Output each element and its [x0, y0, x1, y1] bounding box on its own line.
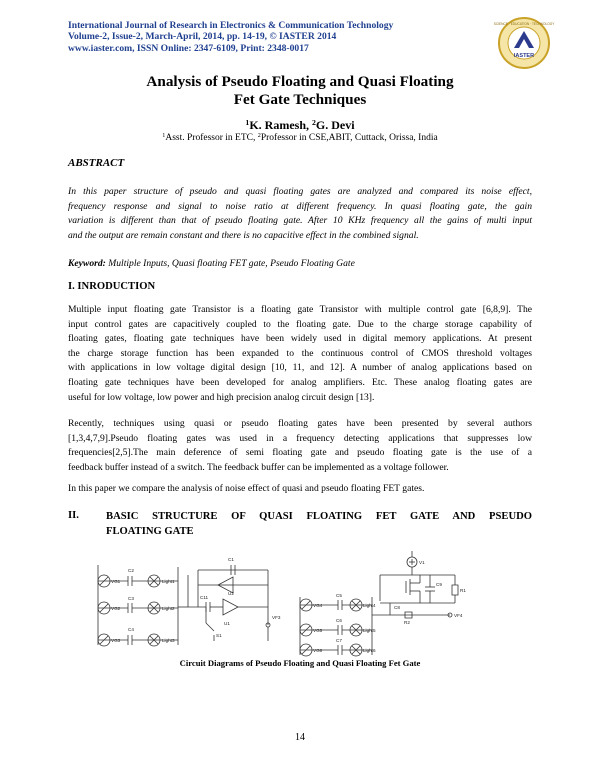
affil2: Professor in CSE,ABIT, Cuttack, Orissa, India [260, 133, 438, 143]
pseudo-floating-gate-labels [88, 545, 300, 657]
label-vf4: VF4 [454, 613, 463, 618]
abstract-line: and the output are remain constant and there is no capacitive effect in the combined signal. [68, 229, 419, 241]
section-1-paragraph-1 [68, 303, 532, 405]
iaster-logo [493, 16, 555, 70]
label-v1: V1 [419, 560, 425, 565]
journal-name: International Journal of Research in Electronics & Communication Technology [68, 20, 394, 31]
label-c9: C9 [436, 582, 442, 587]
page-number: 14 [295, 732, 305, 743]
author1: K. Ramesh, [249, 118, 312, 132]
label-u1: U1 [224, 621, 230, 626]
label-u2: U2 [228, 591, 234, 596]
text-line: [1,3,4,7,9].Pseudo floating gates was used in a frequency detecting applications that suppresses low [68, 432, 532, 444]
text-line: Recently, techniques using quasi or pseudo floating gates have been presented by several authors [68, 418, 532, 429]
label-s1: S1 [216, 633, 222, 638]
section-1-paragraph-3 [68, 482, 532, 497]
label-c3: C3 [128, 596, 134, 601]
label-c7: C7 [336, 638, 342, 643]
label-c4: C4 [128, 627, 134, 632]
title-line-1: Analysis of Pseudo Floating and Quasi Floating [146, 73, 454, 90]
label-c5: C5 [336, 593, 342, 598]
label-light5: Light5 [363, 628, 376, 633]
affil2-sup: 2 [257, 132, 261, 139]
label-vg5: VG5 [313, 628, 323, 633]
label-vg4: VG4 [313, 603, 323, 608]
abstract-heading: ABSTRACT [68, 157, 125, 169]
section-1-heading: I. INRODUCTION [68, 281, 156, 292]
logo-ring-text: SCIENCE · EDUCATION · TECHNOLOGY [493, 22, 555, 26]
text-line: the charge storage function has been expanded to the continuous control of CMOS threshold voltages [68, 347, 532, 359]
text-line: useful for low voltage, low power and high precision analog circuit design [13]. [68, 391, 375, 403]
affil1: Asst. Professor in ETC, [165, 133, 258, 143]
affil1-sup: 1 [162, 132, 166, 139]
title-line-2: Fet Gate Techniques [233, 90, 367, 108]
label-vg3: VG3 [111, 638, 121, 643]
author1-sup: 1 [245, 118, 250, 128]
label-vg6: VG6 [313, 648, 323, 653]
section-2-number: II. [68, 510, 79, 521]
journal-header [68, 20, 488, 54]
abstract-line: frequency response and signal to noise ratio at different frequency. In quasi floating gate, the gain [68, 200, 532, 212]
label-c1: C1 [228, 557, 234, 562]
label-light2: Light2 [162, 606, 175, 611]
label-light4: Light4 [363, 603, 376, 608]
label-light1: Light1 [162, 579, 175, 584]
label-light6: Light6 [363, 648, 376, 653]
section-2-heading-line-2: FLOATING GATE [106, 525, 194, 537]
abstract-line: In this paper structure of pseudo and quasi floating gates are analyzed and compared its noise effect, [68, 186, 532, 197]
text-line: input control gates are capacitively coupled to the floating gate. Due to the charge storage capability of [68, 318, 532, 330]
paper-title [60, 73, 540, 108]
figure-caption: Circuit Diagrams of Pseudo Floating and Quasi Floating Fet Gate [179, 658, 421, 668]
text-line: floating gates, floating gate techniques have been widely used in digital memory applications. At present [68, 333, 532, 345]
author2: G. Devi [315, 118, 355, 132]
label-r1: R1 [460, 588, 466, 593]
abstract-line: variation is different than that of pseudo floating gate. After 10 KHz frequency all the gains of multi input [68, 215, 532, 227]
label-r2: R2 [404, 620, 410, 625]
label-vf3: VF3 [272, 615, 281, 620]
author2-sup: 2 [312, 118, 316, 128]
keywords-text: Multiple Inputs, Quasi floating FET gate, Pseudo Floating Gate [105, 258, 355, 269]
label-c11: C11 [200, 595, 209, 600]
section-2-heading [106, 510, 532, 539]
quasi-floating-gate-labels [290, 545, 470, 657]
keywords-label: Keyword: [68, 258, 106, 269]
abstract-body [68, 185, 532, 243]
affiliations [60, 132, 540, 144]
label-vg2: VG2 [111, 606, 121, 611]
text-line: feedback buffer instead of a switch. The feedback buffer can be implemented as a voltage follower. [68, 461, 449, 473]
logo-text: IASTER [513, 53, 535, 59]
text-line: floating gate techniques have been developed for analog amplifiers. Etc. These analog floating gates are [68, 376, 532, 388]
journal-volume: Volume-2, Issue-2, March-April, 2014, pp. 14-19, © IASTER 2014 [68, 31, 337, 43]
label-c6: C6 [336, 618, 342, 623]
authors [60, 118, 540, 132]
section-2-heading-line-1: BASIC STRUCTURE OF QUASI FLOATING FET GATE AND PSEUDO [106, 511, 532, 522]
label-c8: C8 [394, 605, 400, 610]
text-line: Multiple input floating gate Transistor is a floating gate Transistor with multiple control gate [6,8,9]. The [68, 304, 532, 315]
keywords [68, 258, 355, 269]
text-line: frequencies[2,5].The main deference of semi floating gate and pseudo floating gate is the use of a [68, 447, 532, 459]
text-line: In this paper we compare the analysis of noise effect of quasi and pseudo floating FET gates. [68, 483, 425, 494]
label-c2: C2 [128, 568, 134, 573]
section-1-paragraph-2 [68, 417, 532, 475]
label-light3: Light3 [162, 638, 175, 643]
text-line: with applications in low voltage digital design [10, 11, and 12]. A number of analog applications based on [68, 362, 532, 374]
label-vg1: VG1 [111, 579, 121, 584]
journal-issn: www.iaster.com, ISSN Online: 2347-6109, Print: 2348-0017 [68, 42, 309, 54]
